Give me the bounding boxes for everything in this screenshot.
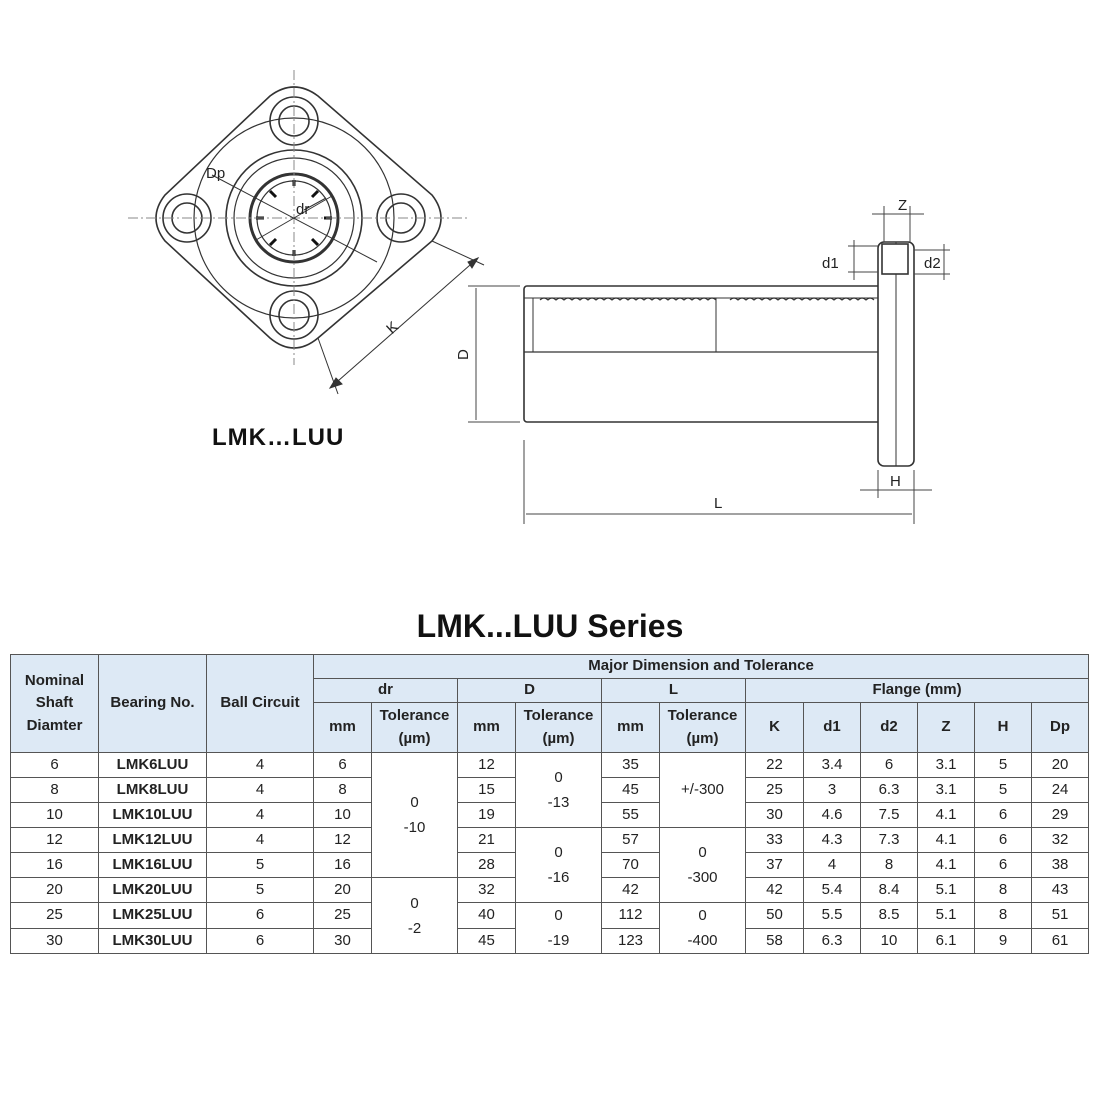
cell-balls: 5 xyxy=(207,853,314,878)
cell-d2: 6.3 xyxy=(861,778,918,803)
cell-bearing: LMK30LUU xyxy=(99,928,207,954)
front-dimension-leaders xyxy=(212,175,484,394)
cell-K: 50 xyxy=(746,903,804,929)
cell-Dp: 20 xyxy=(1032,753,1089,778)
cell-Dp: 43 xyxy=(1032,878,1089,903)
cell-dr: 16 xyxy=(314,853,372,878)
header-ball-circuit: Ball Circuit xyxy=(207,655,314,753)
cell-Dp: 61 xyxy=(1032,928,1089,954)
cell-L: 55 xyxy=(602,803,660,828)
cell-bearing: LMK8LUU xyxy=(99,778,207,803)
header-L: L xyxy=(602,679,746,703)
cell-d1: 6.3 xyxy=(804,928,861,954)
cell-dr-tolerance: 0 -2 xyxy=(372,878,458,954)
cell-d1: 3.4 xyxy=(804,753,861,778)
cell-d1: 4.3 xyxy=(804,828,861,853)
cell-dr: 12 xyxy=(314,828,372,853)
label-l: L xyxy=(714,495,723,512)
cell-L-tolerance: +/-300 xyxy=(660,753,746,828)
cell-H: 6 xyxy=(975,828,1032,853)
cell-Z: 4.1 xyxy=(918,828,975,853)
cell-K: 25 xyxy=(746,778,804,803)
side-view xyxy=(524,242,914,466)
cell-bearing: LMK25LUU xyxy=(99,903,207,929)
cell-Dp: 38 xyxy=(1032,853,1089,878)
cell-H: 8 xyxy=(975,878,1032,903)
cell-D: 19 xyxy=(458,803,516,828)
cell-d2: 10 xyxy=(861,928,918,954)
cell-balls: 6 xyxy=(207,928,314,954)
cell-H: 6 xyxy=(975,803,1032,828)
cell-Z: 3.1 xyxy=(918,778,975,803)
header-major-dimension: Major Dimension and Tolerance xyxy=(314,655,1089,679)
cell-shaft: 30 xyxy=(11,928,99,954)
cell-D: 32 xyxy=(458,878,516,903)
header-d1: d1 xyxy=(804,703,861,753)
cell-balls: 4 xyxy=(207,803,314,828)
cell-shaft: 8 xyxy=(11,778,99,803)
cell-D-tolerance: 0 -16 xyxy=(516,828,602,903)
cell-balls: 4 xyxy=(207,778,314,803)
cell-L: 35 xyxy=(602,753,660,778)
header-L-tolerance: Tolerance (µm) xyxy=(660,703,746,753)
cell-bearing: LMK6LUU xyxy=(99,753,207,778)
cell-d2: 6 xyxy=(861,753,918,778)
label-d2: d2 xyxy=(924,255,941,272)
cell-balls: 5 xyxy=(207,878,314,903)
cell-shaft: 6 xyxy=(11,753,99,778)
table-row xyxy=(11,828,1089,853)
cell-d2: 7.5 xyxy=(861,803,918,828)
cell-Dp: 24 xyxy=(1032,778,1089,803)
cell-shaft: 16 xyxy=(11,853,99,878)
cell-K: 22 xyxy=(746,753,804,778)
cell-D-tolerance: 0 -13 xyxy=(516,753,602,828)
cell-dr: 10 xyxy=(314,803,372,828)
table-row xyxy=(11,753,1089,778)
cell-balls: 6 xyxy=(207,903,314,929)
cell-dr: 20 xyxy=(314,878,372,903)
table-row xyxy=(11,903,1089,929)
label-dr: dr xyxy=(296,201,310,218)
header-Z: Z xyxy=(918,703,975,753)
cell-bearing: LMK20LUU xyxy=(99,878,207,903)
cell-K: 33 xyxy=(746,828,804,853)
header-D-mm: mm xyxy=(458,703,516,753)
cell-L: 42 xyxy=(602,878,660,903)
cell-d2: 7.3 xyxy=(861,828,918,853)
cell-d2: 8.5 xyxy=(861,903,918,929)
cell-L: 57 xyxy=(602,828,660,853)
label-z: Z xyxy=(898,197,908,214)
cell-L-tolerance: 0 -300 xyxy=(660,828,746,903)
header-H: H xyxy=(975,703,1032,753)
cell-Z: 5.1 xyxy=(918,903,975,929)
cell-balls: 4 xyxy=(207,753,314,778)
header-d2: d2 xyxy=(861,703,918,753)
cell-dr: 25 xyxy=(314,903,372,929)
cell-Z: 4.1 xyxy=(918,853,975,878)
cell-L: 112 xyxy=(602,903,660,929)
model-label: LMK…LUU xyxy=(212,424,345,451)
label-h: H xyxy=(890,473,901,490)
cell-shaft: 10 xyxy=(11,803,99,828)
header-L-mm: mm xyxy=(602,703,660,753)
header-dr-tolerance: Tolerance (µm) xyxy=(372,703,458,753)
cell-balls: 4 xyxy=(207,828,314,853)
cell-dr: 6 xyxy=(314,753,372,778)
header-K: K xyxy=(746,703,804,753)
header-Dp: Dp xyxy=(1032,703,1089,753)
cell-bearing: LMK10LUU xyxy=(99,803,207,828)
header-dr-mm: mm xyxy=(314,703,372,753)
cell-Dp: 32 xyxy=(1032,828,1089,853)
header-nominal-shaft: Nominal Shaft Diamter xyxy=(11,655,99,753)
cell-D: 40 xyxy=(458,903,516,929)
cell-shaft: 20 xyxy=(11,878,99,903)
cell-d2: 8 xyxy=(861,853,918,878)
label-k: K xyxy=(383,318,403,338)
cell-Dp: 29 xyxy=(1032,803,1089,828)
cell-shaft: 25 xyxy=(11,903,99,929)
cell-H: 8 xyxy=(975,903,1032,929)
cell-H: 6 xyxy=(975,853,1032,878)
header-bearing-no: Bearing No. xyxy=(99,655,207,753)
cell-Z: 5.1 xyxy=(918,878,975,903)
cell-d1: 4.6 xyxy=(804,803,861,828)
cell-dr: 30 xyxy=(314,928,372,954)
cell-bearing: LMK12LUU xyxy=(99,828,207,853)
cell-L: 70 xyxy=(602,853,660,878)
cell-D: 15 xyxy=(458,778,516,803)
label-d1: d1 xyxy=(822,255,839,272)
cell-L: 123 xyxy=(602,928,660,954)
cell-dr-tolerance: 0 -10 xyxy=(372,753,458,878)
cell-L: 45 xyxy=(602,778,660,803)
table-title: LMK...LUU Series xyxy=(416,608,684,644)
cell-D: 28 xyxy=(458,853,516,878)
header-D: D xyxy=(458,679,602,703)
counterbore xyxy=(882,244,908,274)
cell-L-tolerance: 0 -400 xyxy=(660,903,746,954)
cell-dr: 8 xyxy=(314,778,372,803)
cell-H: 5 xyxy=(975,778,1032,803)
cell-d1: 5.5 xyxy=(804,903,861,929)
cell-H: 9 xyxy=(975,928,1032,954)
cell-D-tolerance: 0 -19 xyxy=(516,903,602,954)
cell-K: 42 xyxy=(746,878,804,903)
cell-K: 37 xyxy=(746,853,804,878)
spec-table xyxy=(10,654,1089,954)
cell-K: 30 xyxy=(746,803,804,828)
header-D-tolerance: Tolerance (µm) xyxy=(516,703,602,753)
cell-Z: 6.1 xyxy=(918,928,975,954)
cell-K: 58 xyxy=(746,928,804,954)
label-d: D xyxy=(455,349,472,360)
cell-D: 21 xyxy=(458,828,516,853)
cell-Z: 4.1 xyxy=(918,803,975,828)
label-dp: Dp xyxy=(206,165,226,182)
cell-Z: 3.1 xyxy=(918,753,975,778)
cell-D: 45 xyxy=(458,928,516,954)
cell-d1: 5.4 xyxy=(804,878,861,903)
cell-d1: 3 xyxy=(804,778,861,803)
cell-d2: 8.4 xyxy=(861,878,918,903)
header-flange: Flange (mm) xyxy=(746,679,1089,703)
cell-bearing: LMK16LUU xyxy=(99,853,207,878)
cell-d1: 4 xyxy=(804,853,861,878)
header-dr: dr xyxy=(314,679,458,703)
cell-H: 5 xyxy=(975,753,1032,778)
cell-shaft: 12 xyxy=(11,828,99,853)
cell-Dp: 51 xyxy=(1032,903,1089,929)
cell-D: 12 xyxy=(458,753,516,778)
